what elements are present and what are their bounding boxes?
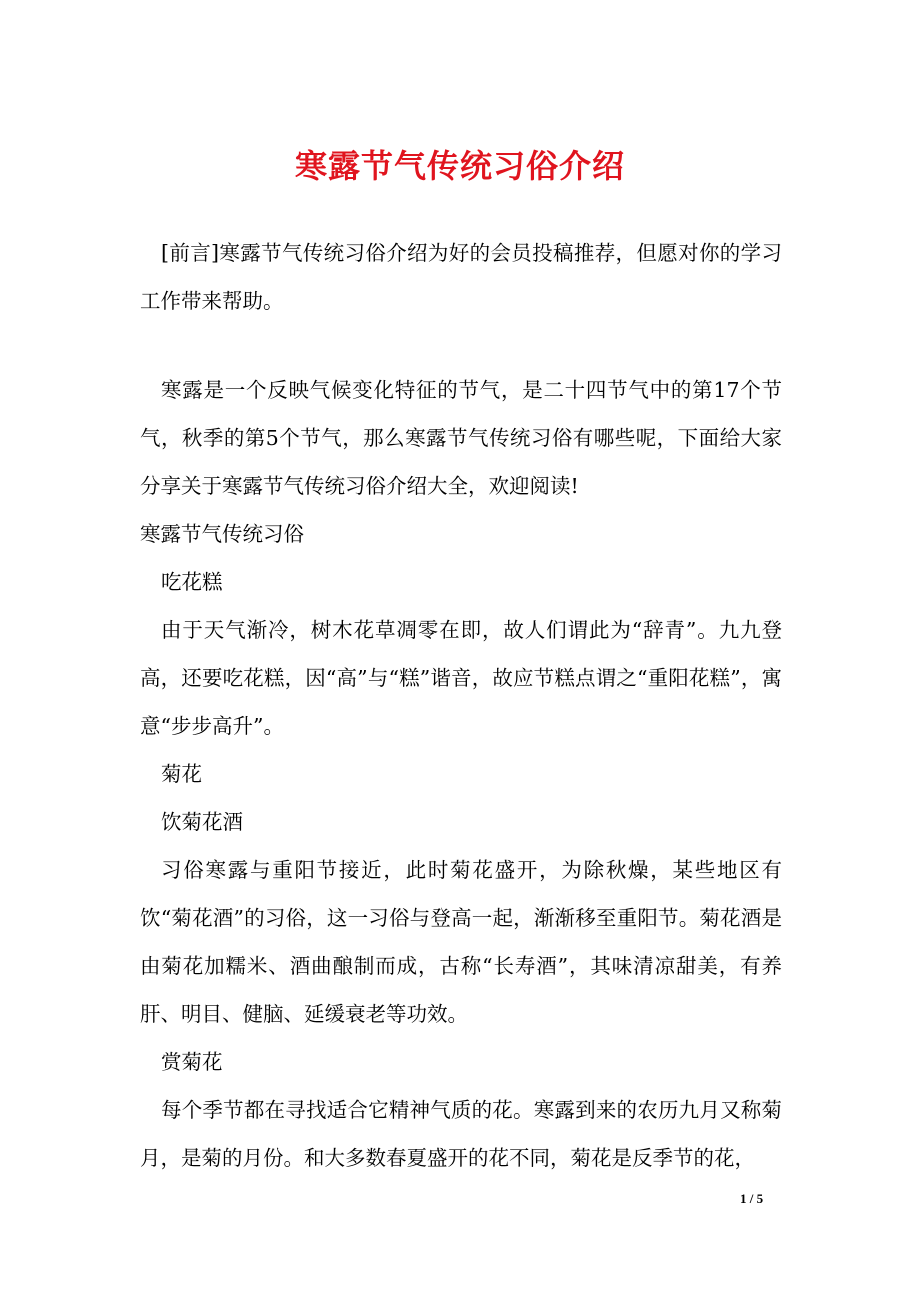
preface-paragraph: [前言]寒露节气传统习俗介绍为好的会员投稿推荐，但愿对你的学习工作带来帮助。: [140, 241, 782, 313]
page-number: 1 / 5: [740, 1191, 764, 1206]
juhuajiu-paragraph: 习俗寒露与重阳节接近，此时菊花盛开，为除秋燥，某些地区有饮“菊花酒”的习俗，这一习俗与登高一起，渐渐移至重阳节。菊花酒是由菊花加糯米、酒曲酿制而成，古称“长寿酒”，其味清凉甜美，有养肝、明目、健脑、延缓衰老等功效。: [140, 858, 782, 1026]
subheading-huagao: 吃花糕: [161, 570, 223, 594]
document-title: 寒露节气传统习俗介绍: [294, 147, 625, 185]
subheading-juhuajiu: 饮菊花酒: [161, 810, 243, 834]
subheading-juhua: 菊花: [161, 762, 202, 786]
subheading-shangjuhua: 赏菊花: [161, 1050, 223, 1074]
intro-paragraph: 寒露是一个反映气候变化特征的节气，是二十四节气中的第17个节气，秋季的第5个节气，那么寒露节气传统习俗有哪些呢，下面给大家分享关于寒露节气传统习俗介绍大全，欢迎阅读!: [140, 378, 782, 498]
shangjuhua-paragraph: 每个季节都在寻找适合它精神气质的花。寒露到来的农历九月又称菊月，是菊的月份。和大多数春夏盛开的花不同，菊花是反季节的花，: [140, 1098, 782, 1170]
section-heading: 寒露节气传统习俗: [140, 522, 304, 546]
huagao-paragraph: 由于天气渐冷，树木花草凋零在即，故人们谓此为“辞青”。九九登高，还要吃花糕，因“高”与“糕”谐音，故应节糕点谓之“重阳花糕”，寓意“步步高升”。: [140, 618, 782, 738]
